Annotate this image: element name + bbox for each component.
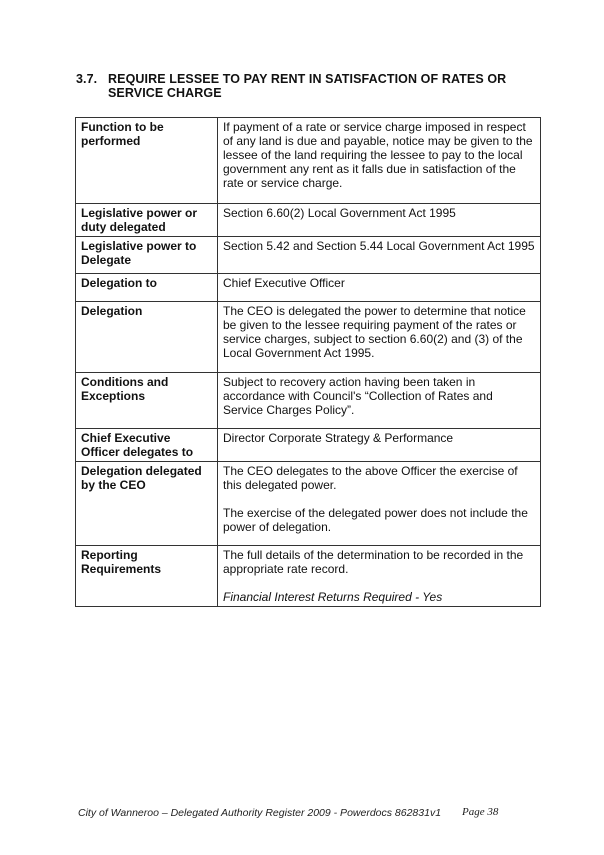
row-paragraph: The CEO delegates to the above Officer the exercise of this delegated power.: [223, 464, 518, 492]
row-value: [218, 118, 541, 204]
row-paragraph: Director Corporate Strategy & Performance: [223, 431, 454, 445]
row-paragraph: Section 5.42 and Section 5.44 Local Government Act 1995: [223, 239, 535, 253]
row-label: Legislative power to Delegate: [76, 237, 218, 274]
table-row: [76, 274, 541, 302]
table-row: [76, 462, 541, 546]
footer-text: City of Wanneroo – Delegated Authority Register 2009 - Powerdocs 862831v1: [78, 807, 442, 819]
section-title-line2: SERVICE CHARGE: [108, 86, 222, 100]
row-label: Delegation to: [76, 274, 218, 302]
row-label: Reporting Requirements: [76, 546, 218, 607]
row-paragraph: Section 6.60(2) Local Government Act 1995: [223, 206, 456, 220]
table-row: [76, 204, 541, 237]
row-label: Conditions and Exceptions: [76, 373, 218, 429]
section-heading: [76, 72, 546, 100]
section-title-line1: REQUIRE LESSEE TO PAY RENT IN SATISFACTION OF RATES OR: [108, 72, 507, 86]
table-row: [76, 546, 541, 607]
row-paragraph: Subject to recovery action having been taken in accordance with Council's “Collection of Rates and Service Charges Policy”.: [223, 375, 493, 417]
delegation-table: [75, 117, 541, 607]
row-label: Chief Executive Officer delegates to: [76, 429, 218, 462]
row-value: [218, 429, 541, 462]
row-paragraph: If payment of a rate or service charge imposed in respect of any land is due and payable, notice may be given to the lessee of the land requiring the lessee to pay to the local government any rent as it falls due in satisfaction of the rate or service charge.: [223, 120, 533, 190]
row-label: Function to be performed: [76, 118, 218, 204]
row-paragraph: Financial Interest Returns Required - Yes: [223, 590, 443, 604]
row-value: [218, 546, 541, 607]
table-row: [76, 373, 541, 429]
row-value: [218, 302, 541, 373]
table-row: [76, 118, 541, 204]
row-value: [218, 373, 541, 429]
table-row: [76, 237, 541, 274]
row-paragraph: The full details of the determination to be recorded in the appropriate rate record.: [223, 548, 524, 576]
row-paragraph: Chief Executive Officer: [223, 276, 345, 290]
row-label: Delegation: [76, 302, 218, 373]
section-number: 3.7.: [76, 72, 98, 86]
table-row: [76, 302, 541, 373]
row-paragraph: The CEO is delegated the power to determine that notice be given to the lessee requiring payment of the rates or service charges, subject to section 6.60(2) and (3) of the Local Government Act 1995.: [223, 304, 526, 360]
row-value: [218, 462, 541, 546]
page-number: Page 38: [462, 806, 499, 818]
row-label: Delegation delegated by the CEO: [76, 462, 218, 546]
row-value: [218, 274, 541, 302]
table-row: [76, 429, 541, 462]
row-value: [218, 204, 541, 237]
row-value: [218, 237, 541, 274]
row-paragraph: The exercise of the delegated power does not include the power of delegation.: [223, 506, 528, 534]
row-label: Legislative power or duty delegated: [76, 204, 218, 237]
